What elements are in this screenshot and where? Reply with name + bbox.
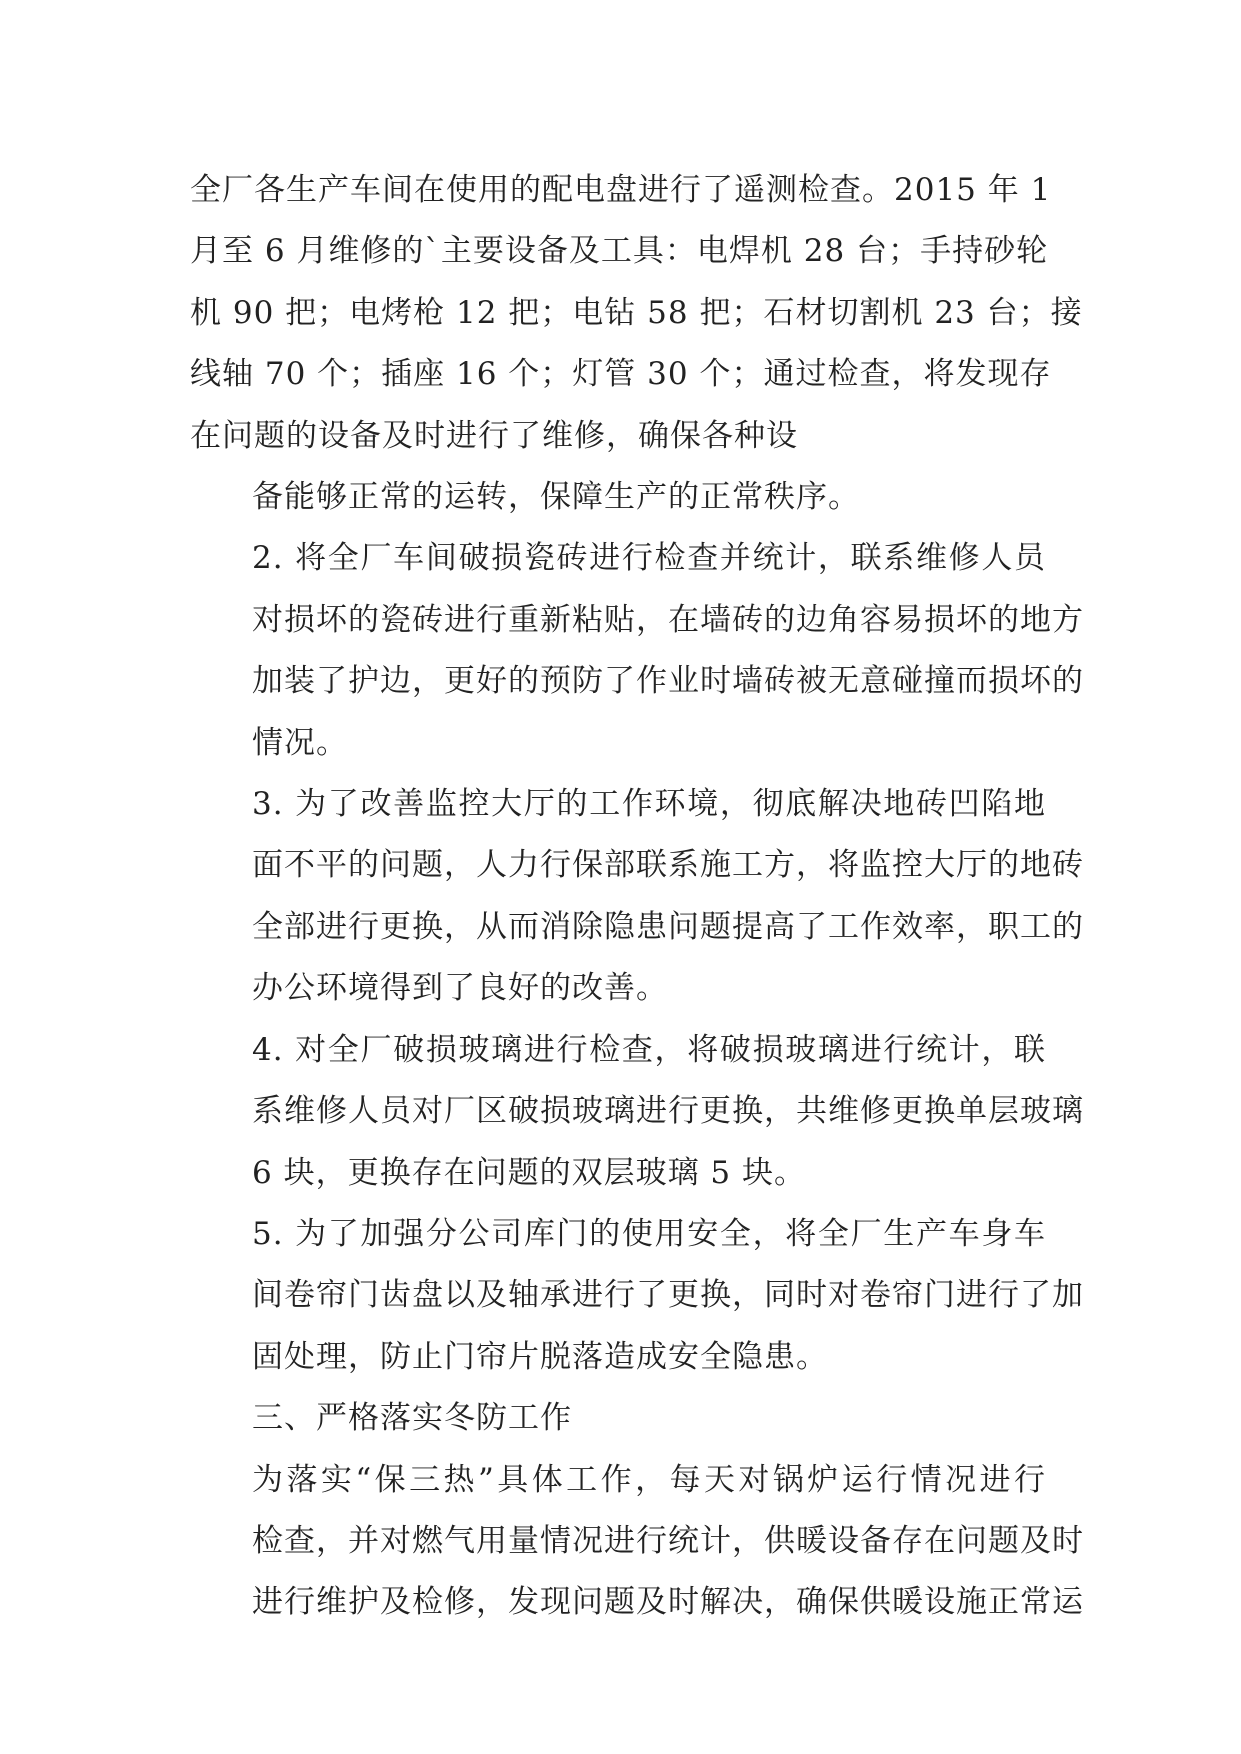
text-line: 6 块，更换存在问题的双层玻璃 5 块。 <box>252 1154 807 1191</box>
text-line: 在问题的设备及时进行了维修，确保各种设 <box>190 417 798 454</box>
section-heading: 三、严格落实冬防工作 <box>252 1400 572 1437</box>
text-line: 对损坏的瓷砖进行重新粘贴，在墙砖的边角容易损坏的地方 <box>252 601 1084 638</box>
text-line: 月至 6 月维修的`主要设备及工具：电焊机 28 台；手持砂轮 <box>190 233 1049 270</box>
text-line: 为落实“保三热”具体工作，每天对锅炉运行情况进行 <box>252 1461 1046 1498</box>
text-line: 检查，并对燃气用量情况进行统计，供暖设备存在问题及时 <box>252 1522 1084 1559</box>
paragraph-electrical-inspection <box>190 160 1083 467</box>
text-line: 备能够正常的运转，保障生产的正常秩序。 <box>252 479 860 516</box>
section-heading-winter-protection <box>190 1388 1046 1449</box>
text-line: 机 90 把；电烤枪 12 把；电钻 58 把；石材切割机 23 台；接 <box>190 294 1083 331</box>
text-line: 系维修人员对厂区破损玻璃进行更换，共维修更换单层玻璃 <box>252 1093 1084 1130</box>
paragraph-equipment-operation <box>190 467 1046 528</box>
document-body <box>190 160 1084 1634</box>
text-line: 间卷帘门齿盘以及轴承进行了更换，同时对卷帘门进行了加 <box>252 1277 1084 1314</box>
text-line: 办公环境得到了良好的改善。 <box>252 970 668 1007</box>
text-line: 线轴 70 个；插座 16 个；灯管 30 个；通过检查，将发现存 <box>190 356 1052 393</box>
text-line: 进行维护及检修，发现问题及时解决，确保供暖设施正常运 <box>252 1584 1084 1621</box>
paragraph-item-2-tiles <box>190 528 1084 774</box>
text-line: 4. 对全厂破损玻璃进行检查，将破损玻璃进行统计，联 <box>252 1031 1046 1068</box>
text-line: 面不平的问题，人力行保部联系施工方，将监控大厅的地砖 <box>252 847 1084 884</box>
paragraph-heating-work <box>190 1450 1084 1634</box>
paragraph-item-4-glass <box>190 1020 1084 1204</box>
text-line: 全部进行更换，从而消除隐患问题提高了工作效率，职工的 <box>252 908 1084 945</box>
text-line: 5. 为了加强分公司库门的使用安全，将全厂生产车身车 <box>252 1215 1046 1252</box>
text-line: 3. 为了改善监控大厅的工作环境，彻底解决地砖凹陷地 <box>252 786 1046 823</box>
text-line: 全厂各生产车间在使用的配电盘进行了遥测检查。2015 年 1 <box>190 172 1052 208</box>
text-line: 2. 将全厂车间破损瓷砖进行检查并统计，联系维修人员 <box>252 540 1046 577</box>
text-line: 固处理，防止门帘片脱落造成安全隐患。 <box>252 1338 828 1375</box>
paragraph-item-5-rolling-doors <box>190 1204 1084 1388</box>
text-line: 情况。 <box>252 724 348 761</box>
paragraph-item-3-monitoring-hall <box>190 774 1084 1020</box>
text-line: 加装了护边，更好的预防了作业时墙砖被无意碰撞而损坏的 <box>252 663 1084 700</box>
